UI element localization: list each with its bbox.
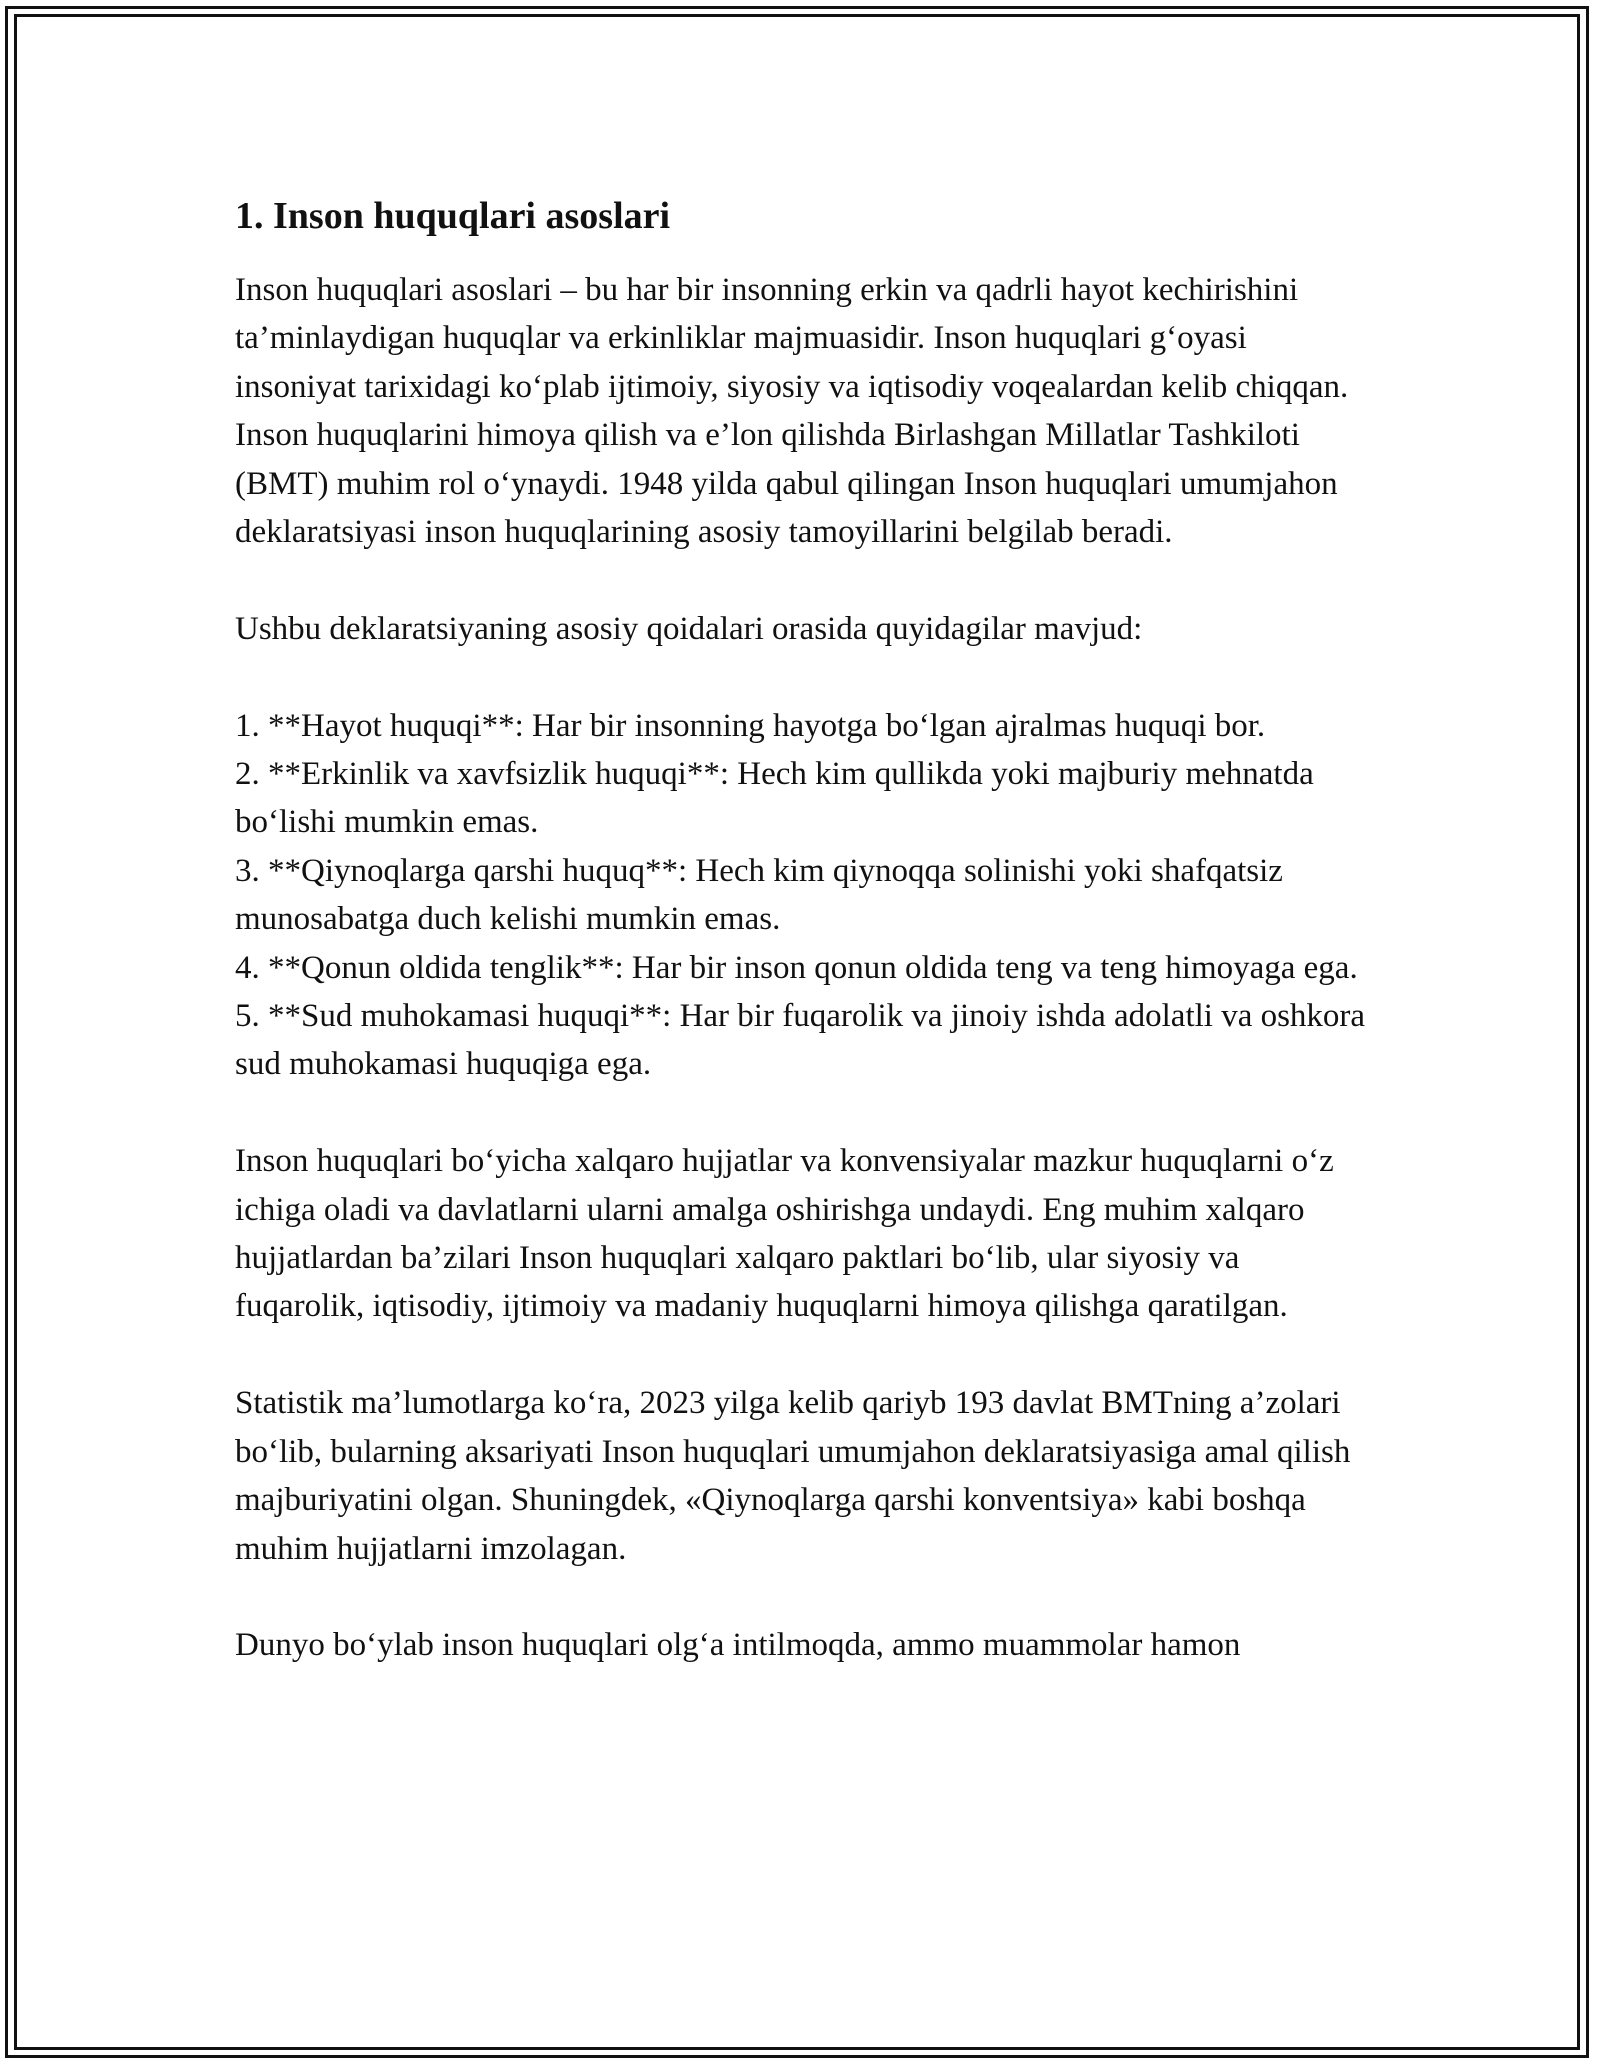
paragraph-spacer xyxy=(235,1331,1370,1379)
rights-list xyxy=(235,702,1370,1089)
list-item-1: 1. **Hayot huquqi**: Har bir insonning hayotga bo‘lgan ajralmas huquqi bor. xyxy=(235,707,1266,744)
list-intro-paragraph: Ushbu deklaratsiyaning asosiy qoidalari orasida quyidagilar mavjud: xyxy=(235,610,1143,647)
intro-paragraph: Inson huquqlari asoslari – bu har bir insonning erkin va qadrli hayot kechirishini ta’minlaydigan huquqlar va erkinliklar majmuasidir. Inson huquqlari g‘oyasi insoniyat tarixidagi ko‘plab ijtimoiy, siyosiy va iqtisodiy voqealardan kelib chiqqan. Inson huquqlarini himoya qilish va e’lon qilishda Birlashgan Millatlar Tashkiloti (BMT) muhim rol o‘ynaydi. 1948 yilda qabul qilingan Inson huquqlari umumjahon deklaratsiyasi inson huquqlarining asosiy tamoyillarini belgilab beradi. xyxy=(235,272,1349,551)
list-item-2: 2. **Erkinlik va xavfsizlik huquqi**: Hech kim qullikda yoki majburiy mehnatda bo‘lishi mumkin emas. xyxy=(235,756,1314,841)
document-body xyxy=(235,188,1370,1670)
paragraph-spacer xyxy=(235,556,1370,604)
list-item-3: 3. **Qiynoqlarga qarshi huquq**: Hech kim qiynoqqa solinishi yoki shafqatsiz munosabatga duch kelishi mumkin emas. xyxy=(235,852,1283,938)
section-heading: 1. Inson huquqlari asoslari xyxy=(235,195,671,237)
list-item-4: 4. **Qonun oldida tenglik**: Har bir inson qonun oldida teng va teng himoyaga ega. xyxy=(235,949,1358,986)
closing-paragraph: Dunyo bo‘ylab inson huquqlari olg‘a intilmoqda, ammo muammolar hamon xyxy=(235,1627,1241,1664)
paragraph-spacer xyxy=(235,653,1370,701)
international-documents-paragraph: Inson huquqlari bo‘yicha xalqaro hujjatlar va konvensiyalar mazkur huquqlarni o‘z ichiga oladi va davlatlarni ularni amalga oshirishga undaydi. Eng muhim xalqaro hujjatlardan ba’zilari Inson huquqlari xalqaro paktlari bo‘lib, ular siyosiy va fuqarolik, iqtisodiy, ijtimoiy va madaniy huquqlarni himoya qilishga qaratilgan. xyxy=(235,1143,1334,1325)
statistics-paragraph: Statistik ma’lumotlarga ko‘ra, 2023 yilga kelib qariyb 193 davlat BMTning a’zolari bo‘lib, bularning aksariyati Inson huquqlari umumjahon deklaratsiyasiga amal qilish majburiyatini olgan. Shuningdek, «Qiynoqlarga qarshi konventsiya» kabi boshqa muhim hujjatlarni imzolagan. xyxy=(235,1385,1351,1567)
list-item-5: 5. **Sud muhokamasi huquqi**: Har bir fuqarolik va jinoiy ishda adolatli va oshkora sud muhokamasi huquqiga ega. xyxy=(235,998,1366,1083)
paragraph-spacer xyxy=(235,1573,1370,1621)
paragraph-spacer xyxy=(235,1089,1370,1137)
